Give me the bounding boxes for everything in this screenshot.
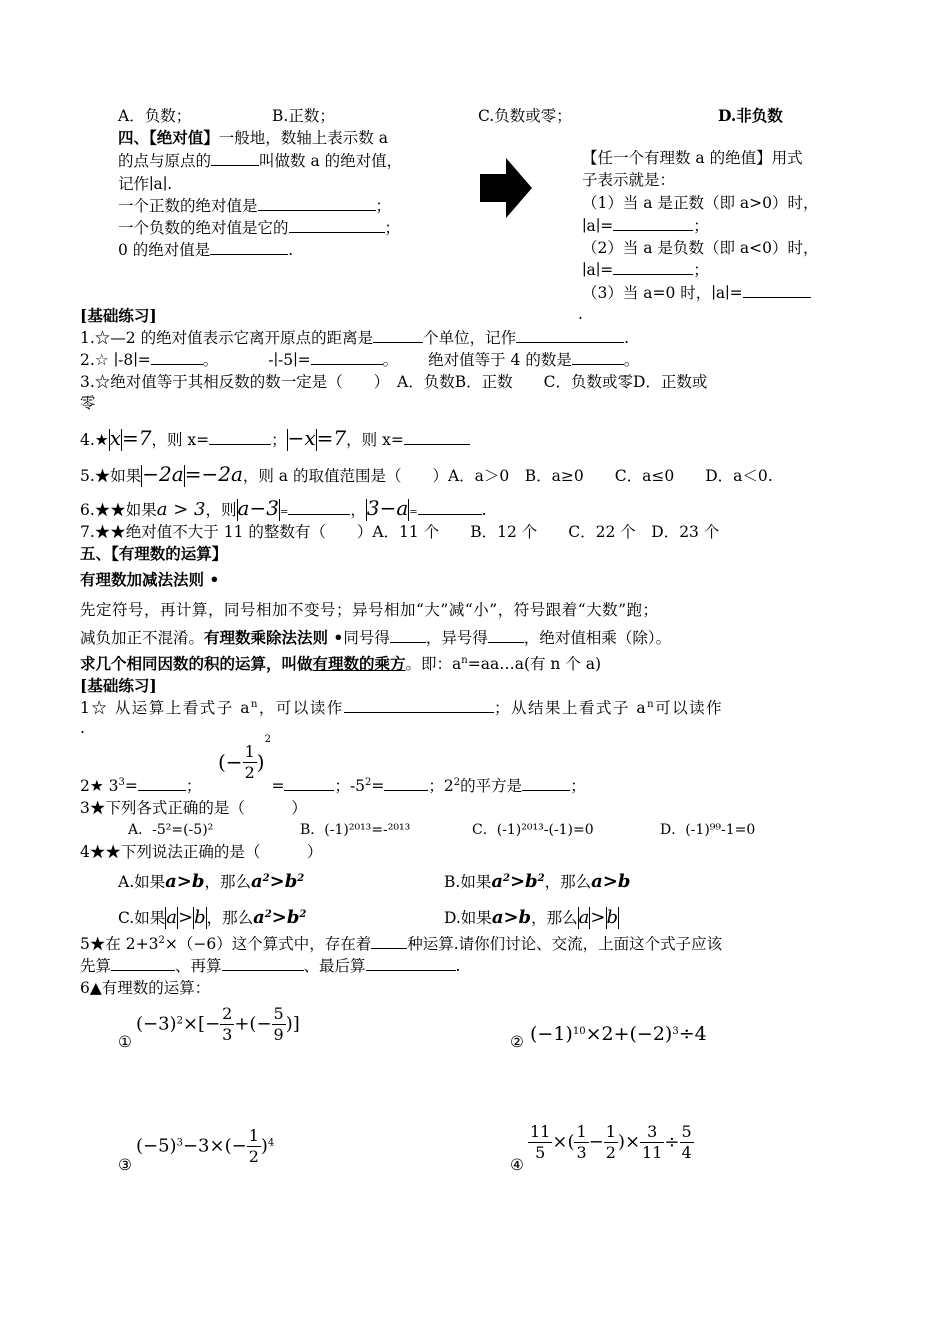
basic2-q5: 5★在 $2+3^2\times(-6)$这个算式中，存在着 种运算.请你们讨论、交流，上面这个式子应该 (80, 935, 723, 953)
basic2-q4: 4★★下列说法正确的是（ ） (80, 843, 323, 861)
basic2-q3-a: A．-5²=(-5)² (128, 822, 214, 838)
basic1-q3-cont: 零 (80, 394, 96, 412)
sec4-line4: 一个正数的绝对值是 ； (118, 197, 392, 215)
calc-1-expr: $(-3)^2\times[-$ $\frac{2}{3}$ +(− $\frac{5}{9}$ )] (136, 1004, 300, 1044)
basic2-q4-a: A.如果a>b，那么$a^2>b^2$ (118, 871, 305, 892)
basic2-header: [基础练习] (80, 676, 157, 695)
frac-minus-half-squared: (− $\frac{1}{2}$ )$^2$ (218, 734, 271, 782)
sec5-rule1: 先定符号，再计算，同号相加不变号；异号相加“大”减“小”，符号跟着“大数”跑； (80, 601, 659, 619)
calc-3-expr: $(-5)^3-3\times(-$ $\frac{1}{2}$ )$^4$ (136, 1126, 275, 1166)
basic2-q3-b: B．(-1)²⁰¹³=-²⁰¹³ (300, 822, 411, 838)
sec5-rule2: 减负加正不混淆。有理数乘除法法则 •同号得 ，异号得 ，绝对值相乘（除）。 (80, 628, 672, 647)
calc-1-label: ① (118, 1033, 132, 1051)
option-d: D.非负数 (718, 106, 783, 125)
basic2-q4-b: B.如果$a^2>b^2$，那么a>b (444, 871, 631, 892)
sec4-line1: 四、【绝对值】一般地，数轴上表示数 a (118, 128, 388, 147)
sec4-right-3: （1）当 a 是正数（即 a>0）时， (582, 194, 819, 212)
right-arrow-icon (480, 158, 532, 218)
sec4-right-1: 【任一个有理数 a 的绝值】用式 (582, 149, 803, 167)
sec4-line2: 的点与原点的 叫做数 a 的绝对值， (118, 152, 403, 170)
option-b: B.正数； (272, 107, 335, 125)
basic2-q1: 1☆ 从运算上看式子 $a^n$，可以读作 ；从结果上看式子 $a^n$可以读作 (80, 699, 724, 717)
sec4-right-2: 子表示就是： (582, 171, 676, 189)
option-c: C.负数或零； (478, 107, 572, 125)
basic2-q2: 2★ $3^3=$ ； = ；$-5^2=$ ；$2^2$的平方是 ； (80, 777, 586, 795)
basic1-q3: 3.☆绝对值等于其相反数的数一定是（ ） A．负数B．正数 C．负数或零D．正数或 (80, 373, 708, 391)
sec4-right-7: （3）当 a=0 时，∣a∣= (582, 283, 811, 303)
basic2-q6: 6▲有理数的运算： (80, 979, 211, 997)
sec5-power: 求几个相同因数的积的运算，叫做有理数的乘方。即：$a^n=aa\dots a$(有 n 个 a) (80, 654, 602, 673)
sec4-line5: 一个负数的绝对值是它的 ； (118, 219, 401, 237)
basic1-q1: 1.☆—2 的绝对值表示它离开原点的距离是 个单位，记作 . (80, 329, 630, 347)
sec5-title: 五、【有理数的运算】 (80, 544, 228, 563)
basic1-q6: 6.★★如果a > 3，则a−3= ，3−a= . (80, 496, 487, 520)
basic2-q3-d: D．(-1)⁹⁹-1=0 (660, 822, 756, 838)
sec4-right-6: ∣a∣= ； (582, 261, 709, 279)
basic1-q2: 2.☆ ∣-8∣= 。 -∣-5∣= 。 绝对值等于 4 的数是 。 (80, 351, 640, 369)
basic1-q5: 5.★如果−2a=−2a，则 a 的取值范围是（ ）A．a＞0 B．a≥0 C．a≤0 D．a＜0. (80, 462, 773, 486)
calc-4-expr: $\frac{11}{5}$ ×( $\frac{1}{3}$ − $\frac{1}{2}$ )× $\frac{3}{11}$ ÷ $\frac{5}{4}$ (530, 1122, 692, 1162)
basic2-q3-c: C．(-1)²⁰¹³-(-1)=0 (472, 822, 594, 838)
basic2-q3: 3★下列各式正确的是（ ） (80, 799, 307, 817)
basic2-q1-end: . (80, 719, 85, 737)
basic1-q4: 4.★x=7，则 x= ；−x=7，则 x= (80, 426, 470, 452)
option-a: A．负数； (118, 107, 192, 125)
calc-2-expr: $(-1)^{10}\times 2+(-2)^3\div 4$ (530, 1023, 707, 1045)
sec4-right-4: ∣a∣= ； (582, 217, 709, 235)
sec4-line6: 0 的绝对值是 . (118, 241, 294, 259)
basic2-q4-c: C.如果a>b，那么$a^2>b^2$ (118, 907, 307, 928)
calc-4-label: ④ (510, 1156, 524, 1174)
sec4-line3: 记作∣a∣. (118, 175, 173, 193)
basic1-q7: 7.★★绝对值不大于 11 的整数有（ ）A．11 个 B．12 个 C．22 个 D．23 个 (80, 523, 720, 541)
calc-3-label: ③ (118, 1156, 132, 1174)
basic2-q4-d: D.如果a>b，那么a>b (444, 907, 619, 928)
dot: . (578, 305, 583, 323)
sec5-add-rule: 有理数加减法法则 • (80, 570, 220, 589)
sec4-right-5: （2）当 a 是负数（即 a<0）时， (582, 239, 819, 257)
basic1-header: [基础练习] (80, 306, 157, 325)
basic2-q5-cont: 先算 、再算 、最后算 . (80, 957, 461, 975)
calc-2-label: ② (510, 1033, 524, 1051)
